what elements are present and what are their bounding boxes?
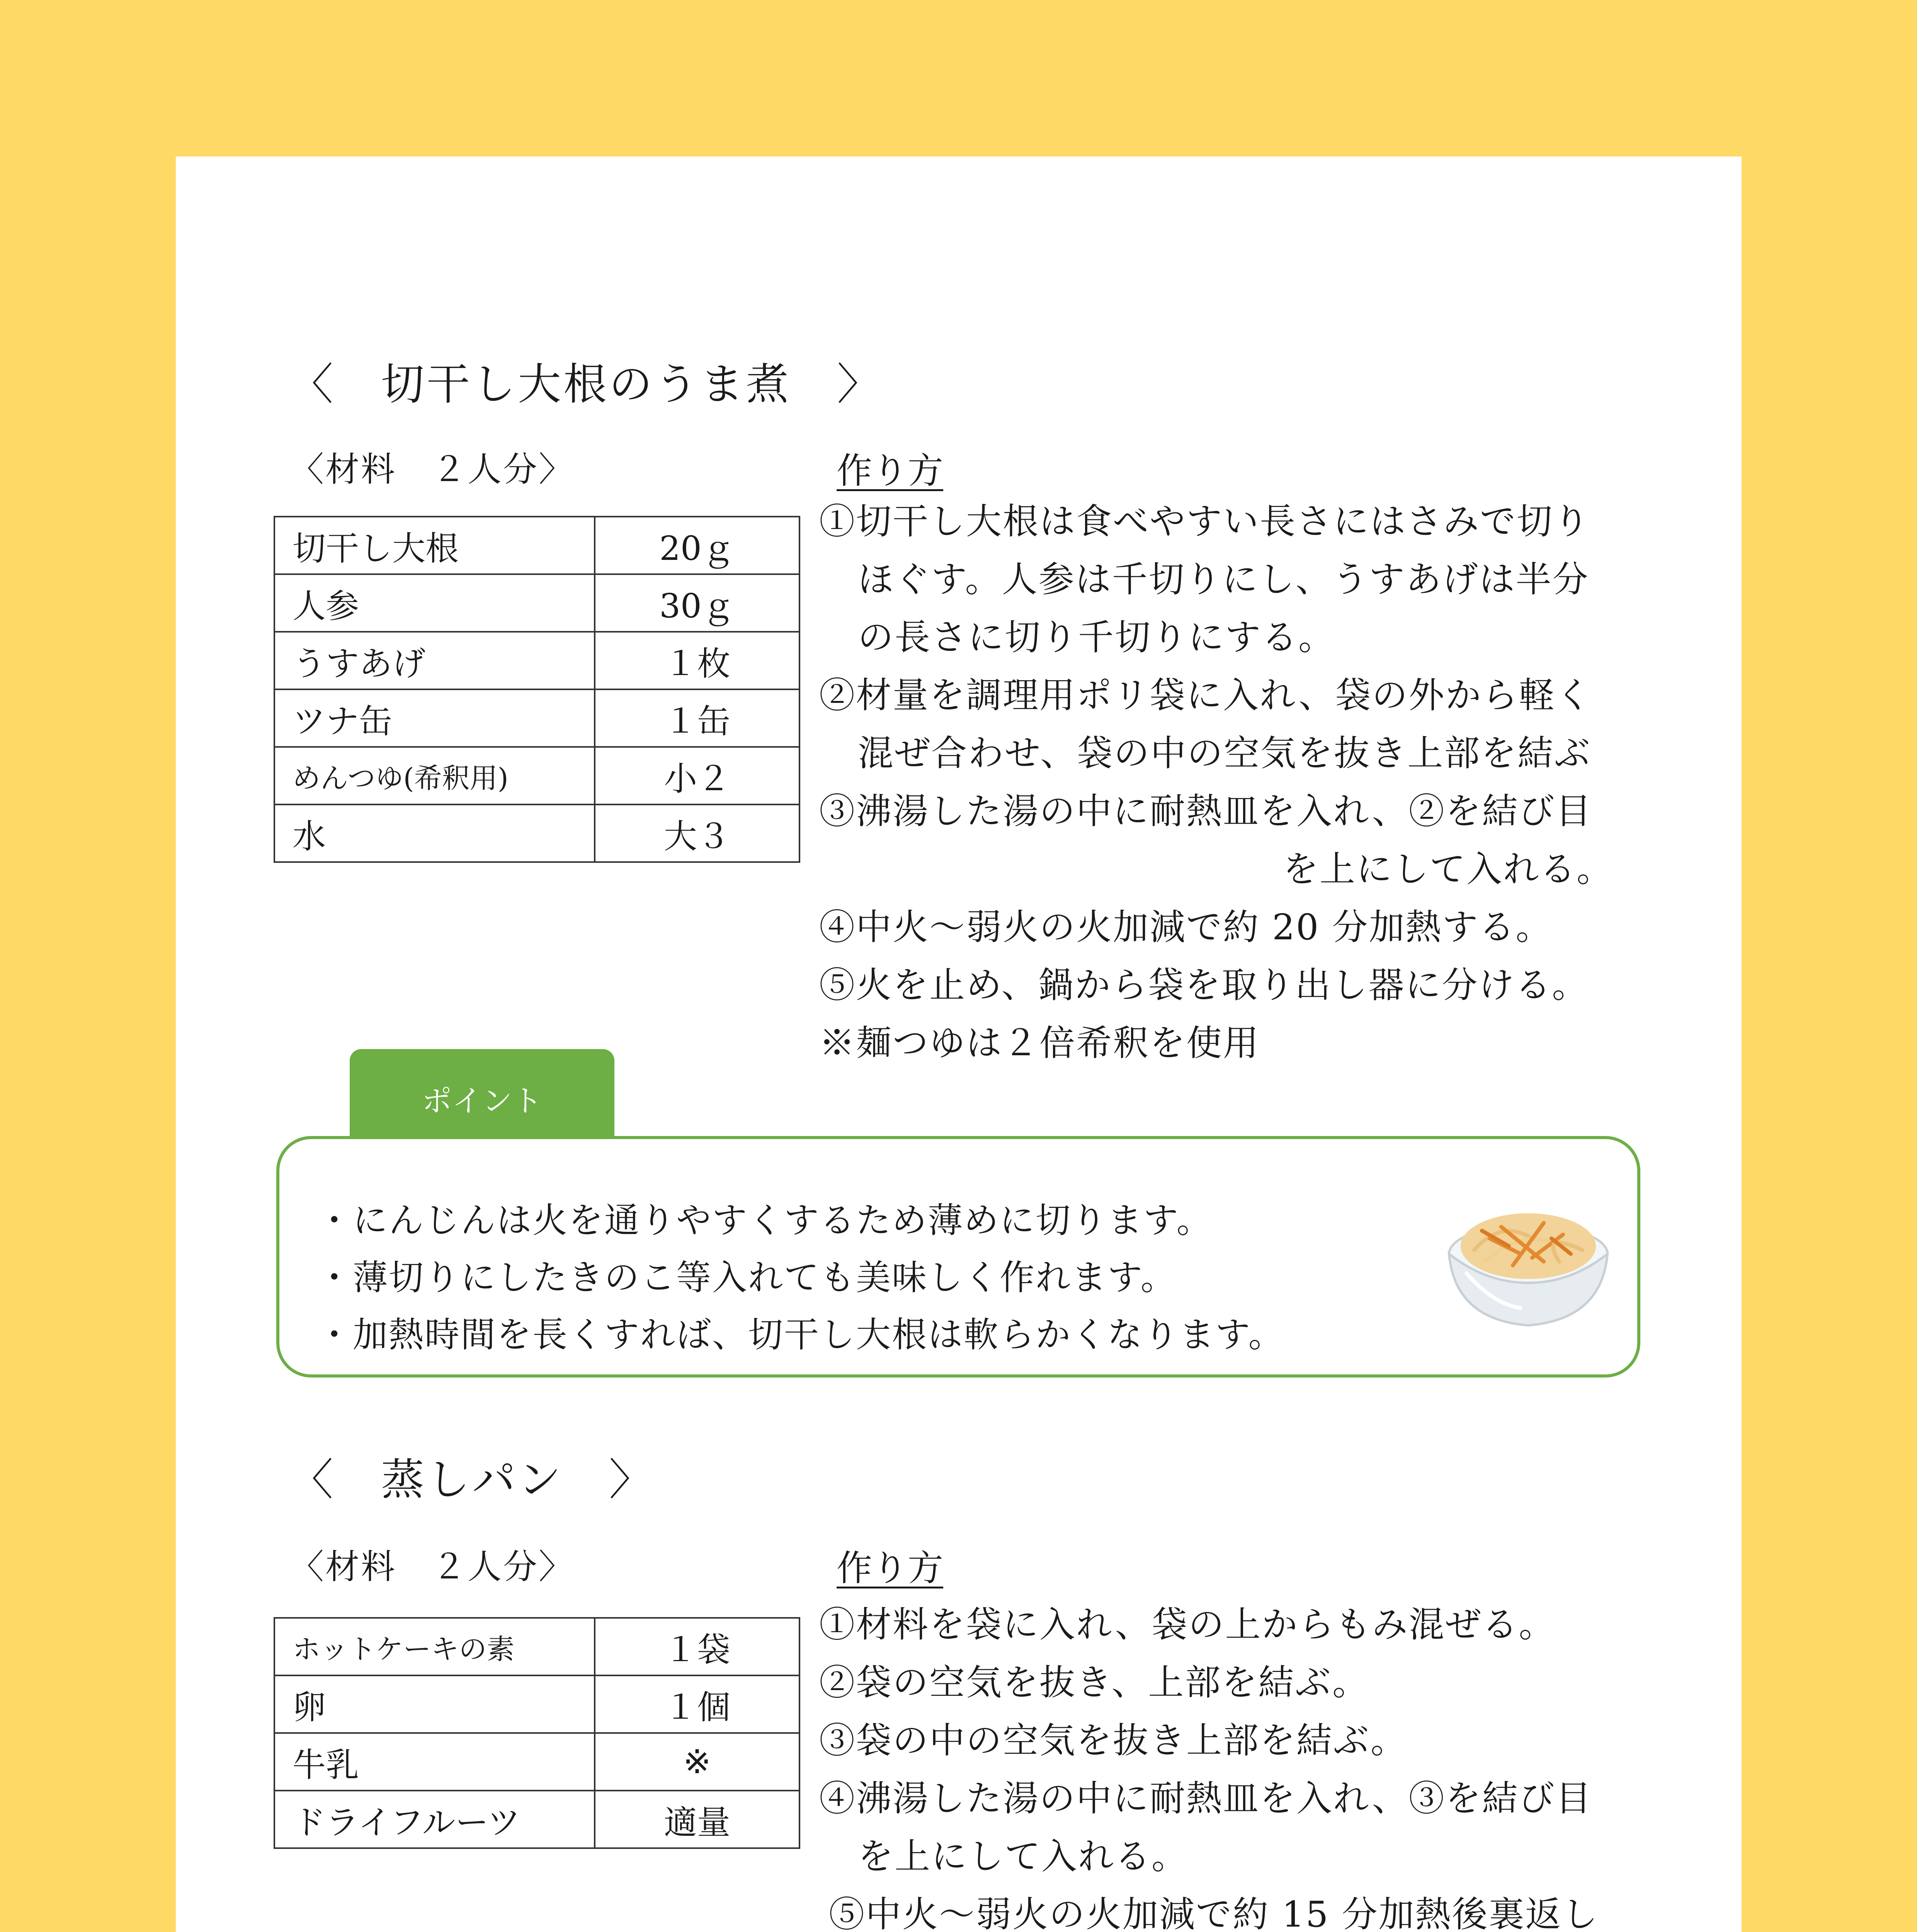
recipe2-ingredients-table: [274, 1617, 800, 1849]
recipe1-title: 〈 切干し大根のうま煮 〉: [290, 359, 883, 410]
ingredient-qty: 20ｇ: [595, 517, 799, 574]
table-row: [274, 574, 799, 632]
step-line: ⑤中火～弱火の火加減で約 15 分加熱後裏返し: [829, 1894, 1599, 1932]
table-row: [274, 1618, 799, 1675]
step-line: ①切干し大根は食べやすい長さにはさみで切り: [819, 501, 1590, 542]
step-line: ⑤火を止め、鍋から袋を取り出し器に分ける。: [819, 964, 1589, 1006]
ingredient-name: ドライフルーツ: [274, 1791, 595, 1848]
table-row: [274, 517, 799, 574]
point-item: ・薄切りにしたきのこ等入れても美味しく作れます。: [317, 1257, 1177, 1298]
ingredient-qty: 小２: [595, 747, 799, 804]
recipe1-points: [317, 1192, 1284, 1364]
ingredient-qty: １袋: [595, 1618, 799, 1675]
recipe2-title: 〈 蒸しパン 〉: [290, 1455, 655, 1505]
ingredient-name: 切干し大根: [274, 517, 595, 574]
step-line: ②材量を調理用ポリ袋に入れ、袋の外から軽く: [819, 675, 1592, 716]
step-line: ほぐす。人参は千切りにし、うすあげは半分: [858, 559, 1589, 600]
point-item: ・加熱時間を長くすれば、切干し大根は軟らかくなります。: [317, 1315, 1284, 1355]
step-line: の長さに切り千切りにする。: [858, 617, 1335, 658]
ingredient-qty: 適量: [595, 1791, 799, 1848]
table-row: [274, 1791, 799, 1848]
ingredient-name: 牛乳: [274, 1733, 595, 1791]
table-row: [274, 1733, 799, 1791]
recipe1-howto-heading: 作り方: [837, 450, 944, 492]
recipe1-ingredients-table: [274, 516, 800, 863]
table-row: [274, 747, 799, 804]
step-line: を上にして入れる。: [858, 1836, 1189, 1877]
step-line: ④中火～弱火の火加減で約 20 分加熱する。: [819, 906, 1553, 948]
step-line: ④沸湯した湯の中に耐熱皿を入れ、③を結び目: [819, 1778, 1592, 1819]
ingredient-qty: １缶: [595, 689, 799, 747]
table-row: [274, 632, 799, 689]
ingredient-qty: １個: [595, 1675, 799, 1733]
ingredient-qty: ※: [595, 1733, 799, 1791]
step-line: ③袋の中の空気を抜き上部を結ぶ。: [819, 1720, 1407, 1761]
ingredient-name: ツナ缶: [274, 689, 595, 747]
step-line: ③沸湯した湯の中に耐熱皿を入れ、②を結び目: [819, 791, 1592, 832]
table-row: [274, 689, 799, 747]
ingredient-name: 水: [274, 804, 595, 862]
table-row: [274, 804, 799, 862]
step-line: 混ぜ合わせ、袋の中の空気を抜き上部を結ぶ: [858, 733, 1591, 774]
recipe1-materials-heading: 〈材料 ２人分〉: [290, 449, 575, 489]
step-line: ①材料を袋に入れ、袋の上からもみ混ぜる。: [819, 1604, 1556, 1645]
ingredient-qty: １枚: [595, 632, 799, 689]
ingredient-name: 人参: [274, 574, 595, 632]
ingredient-name: ホットケーキの素: [274, 1618, 595, 1675]
ingredient-qty: 大３: [595, 804, 799, 862]
step-line: ②袋の空気を抜き、上部を結ぶ。: [819, 1662, 1369, 1703]
recipe1-point-tab: ポイント: [350, 1049, 614, 1142]
step-line: を上にして入れる。: [1283, 849, 1614, 890]
ingredient-name: めんつゆ(希釈用): [274, 747, 595, 804]
recipe2-howto-heading: 作り方: [837, 1548, 944, 1589]
ingredient-name: 卵: [274, 1675, 595, 1733]
ingredient-name: うすあげ: [274, 632, 595, 689]
recipe1-steps: [819, 493, 1613, 1072]
kiriboshi-daikon-bowl-illustration: [1443, 1192, 1613, 1335]
table-row: [274, 1675, 799, 1733]
step-line: ※麺つゆは２倍希釈を使用: [819, 1022, 1260, 1064]
recipe2-materials-heading: 〈材料 ２人分〉: [290, 1547, 575, 1587]
ingredient-qty: 30ｇ: [595, 574, 799, 632]
recipe2-steps: [819, 1596, 1599, 1932]
point-item: ・にんじんは火を通りやすくするため薄めに切ります。: [317, 1200, 1213, 1241]
